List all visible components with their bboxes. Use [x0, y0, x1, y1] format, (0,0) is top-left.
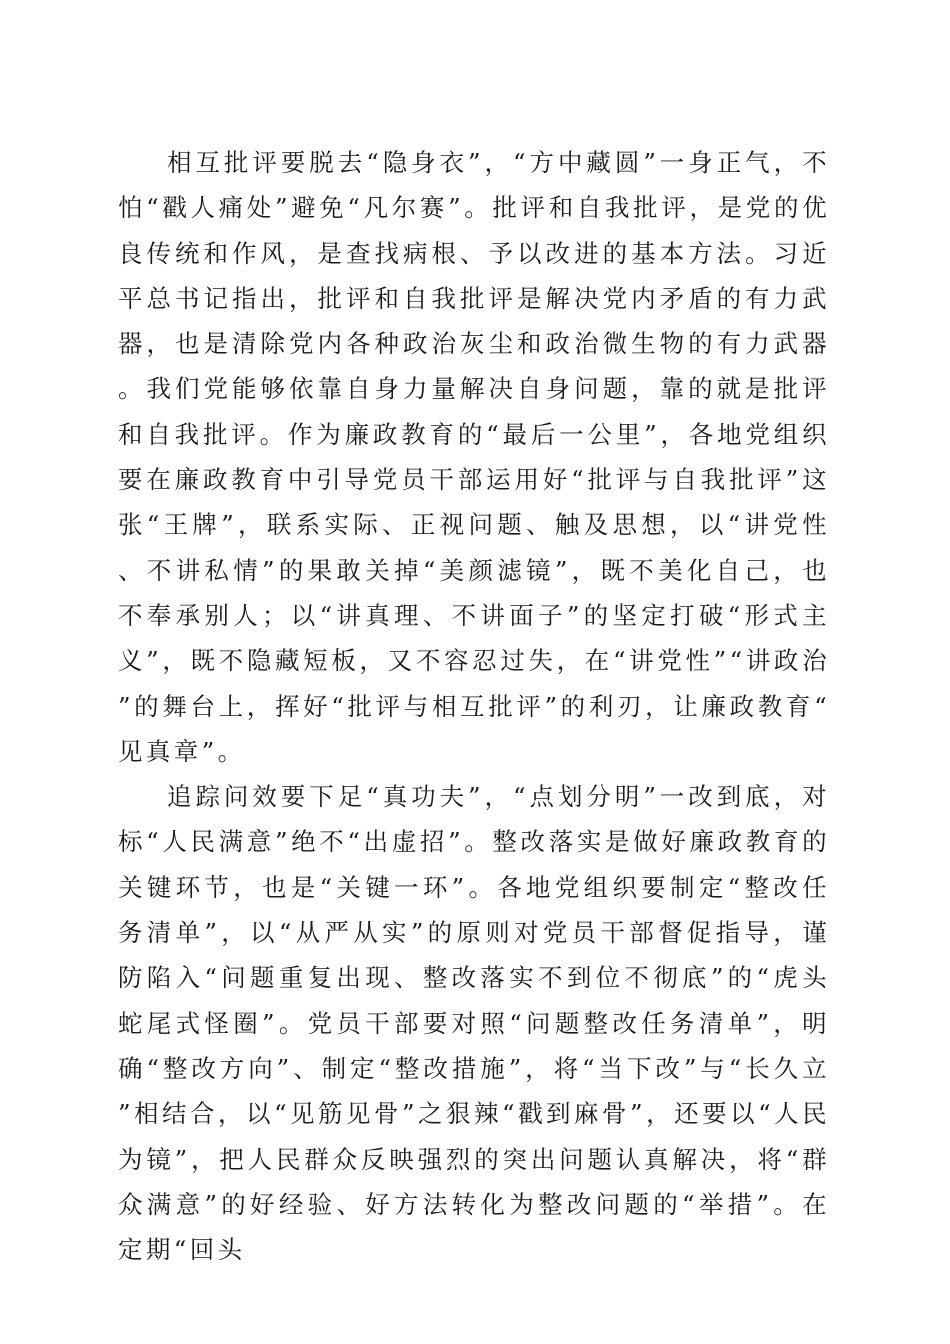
body-text [118, 140, 830, 1272]
paragraph-criticism: 相互批评要脱去“隐身衣”，“方中藏圆”一身正气，不怕“戳人痛处”避免“凡尔赛”。批评和自我批评，是党的优良传统和作风，是查找病根、予以改进的基本方法。习近平总书记指出，批评和自我批评是解决党内矛盾的有力武器，也是清除党内各种政治灰尘和政治微生物的有力武器。我们党能够依靠自身力量解决自身问题，靠的就是批评和自我批评。作为廉政教育的“最后一公里”，各地党组织要在廉政教育中引导党员干部运用好“批评与自我批评”这张“王牌”，联系实际、正视问题、触及思想，以“讲党性、不讲私情”的果敢关掉“美颜滤镜”，既不美化自己，也不奉承别人；以“讲真理、不讲面子”的坚定打破“形式主义”，既不隐藏短板，又不容忍过失，在“讲党性”“讲政治”的舞台上，挥好“批评与相互批评”的利刃，让廉政教育“见真章”。 [118, 148, 830, 766]
paragraph-rectification: 追踪问效要下足“真功夫”，“点划分明”一改到底，对标“人民满意”绝不“出虚招”。整改落实是做好廉政教育的关键环节，也是“关键一环”。各地党组织要制定“整改任务清单”，以“从严从实”的原则对党员干部督促指导，谨防陷入“问题重复出现、整改落实不到位不彻底”的“虎头蛇尾式怪圈”。党员干部要对照“问题整改任务清单”，明确“整改方向”、制定“整改措施”，将“当下改”与“长久立”相结合，以“见筋见骨”之狠辣“戳到麻骨”，还要以“人民为镜”，把人民群众反映强烈的突出问题认真解决，将“群众满意”的好经验、好方法转化为整改问题的“举措”。在定期“回头 [118, 782, 830, 1265]
